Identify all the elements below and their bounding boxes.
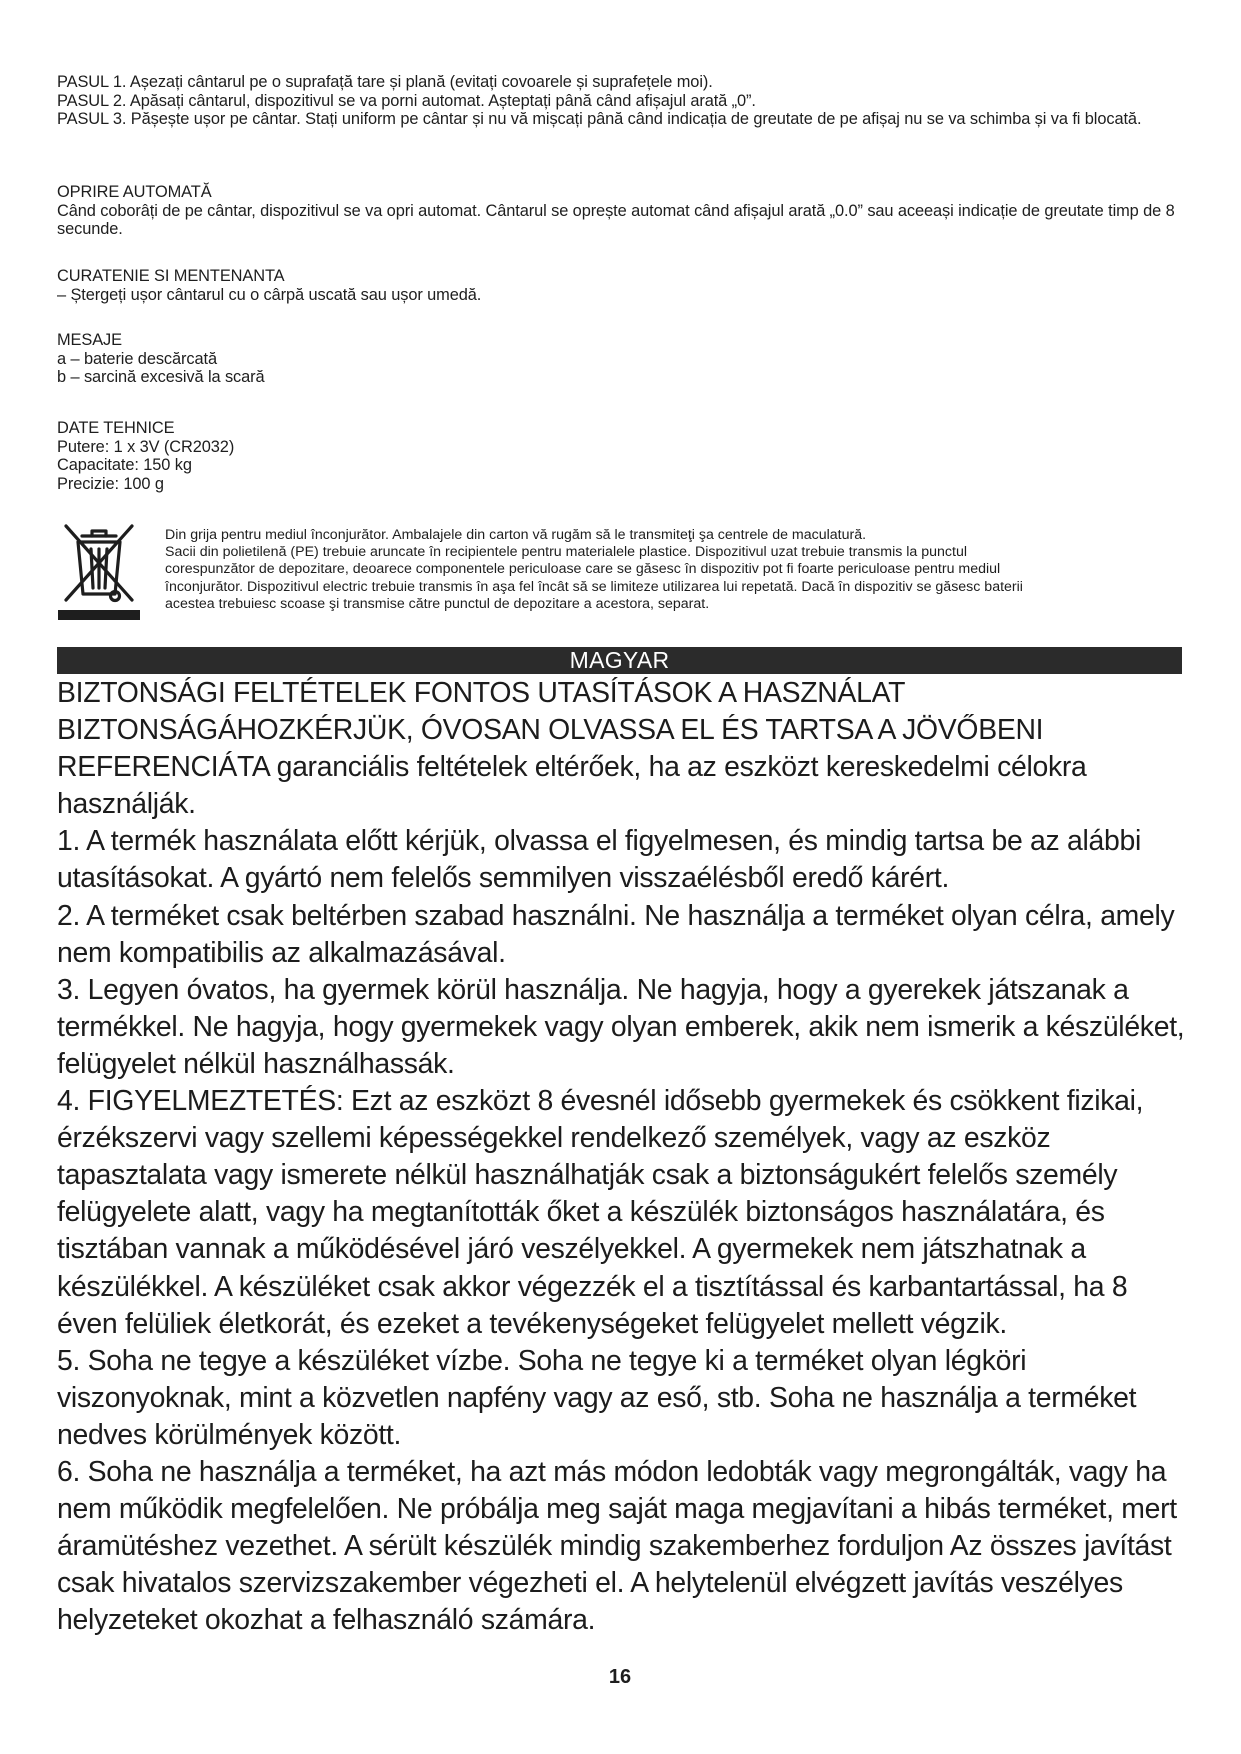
message-item: a – baterie descărcată xyxy=(57,349,217,368)
cleaning-heading: CURATENIE SI MENTENANTA xyxy=(57,267,285,285)
safety-item: 5. Soha ne tegye a készüléket vízbe. Soha ne tegye ki a terméket olyan légköri viszonyoknak, mint a közvetlen napfény vagy az eső, stb. Soha ne használja a terméket nedves körülmények között. xyxy=(57,1344,1137,1451)
eco-line: acestea trebuiesc scoase şi transmise către punctul de depozitare a acestora, separat. xyxy=(165,595,710,612)
auto-off-heading: OPRIRE AUTOMATĂ xyxy=(57,183,212,201)
section-banner: MAGYAR xyxy=(57,647,1182,674)
steps-block xyxy=(57,73,1182,129)
auto-off-text: Când coborâți de pe cântar, dispozitivul se va opri automat. Cântarul se oprește automat când afișajul arată „0.0” sau aceeași indicație de greutate timp de 8 secunde. xyxy=(57,201,1175,238)
eco-line: Sacii din polietilenă (PE) trebuie aruncate în recipientele pentru materialele plastice. Dispozitivul uzat trebuie transmis la punctul xyxy=(165,544,968,561)
safety-item: 4. FIGYELMEZTETÉS: Ezt az eszközt 8 évesnél idősebb gyermekek és csökkent fizikai, érzékszervi vagy szellemi képességekkel rendelkező személyek, vagy az eszköz tapasztalata vagy ismerete nélkül használhatják csak a biztonságukért felelős személy felügyelete alatt, vagy ha megtanították őket a készülék biztonságos használatára, és tisztában vannak a működésével járó veszélyekkel. A gyermekek nem játszhatnak a készülékkel. A készüléket csak akkor végezzék el a tisztítással és karbantartással, ha 8 éven felüliek életkorát, és ezeket a tevékenységeket felügyelet mellett végzik. xyxy=(57,1085,1144,1340)
eco-disposal-notice xyxy=(165,527,1185,613)
message-item: b – sarcină excesivă la scară xyxy=(57,368,265,386)
cleaning-text: – Ștergeți ușor cântarul cu o cârpă uscată sau ușor umedă. xyxy=(57,285,482,304)
eco-line: înconjurător. Dispozitivul electric trebuie transmis în aşa fel încât să se limiteze utilizarea lui repetată. Dacă în dispozitiv se găsesc baterii xyxy=(165,578,1023,595)
tech-item: Putere: 1 x 3V (CR2032) xyxy=(57,437,235,456)
intro-line: használják. xyxy=(57,788,196,821)
intro-line: BIZTONSÁGI FELTÉTELEK FONTOS UTASÍTÁSOK A HASZNÁLAT xyxy=(57,677,906,709)
safety-item: 3. Legyen óvatos, ha gyermek körül használja. Ne hagyja, hogy a gyerekek játszanak a termékkel. Ne hagyja, hogy gyermekek vagy olyan emberek, akik nem ismerik a készüléket, felügyelet nélkül használhassák. xyxy=(57,973,1185,1080)
messages-section xyxy=(57,331,1182,387)
eco-line: Din grija pentru mediul înconjurător. Ambalajele din carton vă rugăm să le transmiteţi şa centrele de maculatură. xyxy=(165,527,867,543)
page-number: 16 xyxy=(608,1666,632,1688)
intro-line: REFERENCIÁTA garanciális feltételek eltérőek, ha az eszközt kereskedelmi célokra xyxy=(57,751,1087,784)
step-2: PASUL 2. Apăsați cântarul, dispozitivul se va porni automat. Așteptați până când afișajul arată „0”. xyxy=(57,91,756,110)
step-1: PASUL 1. Așezați cântarul pe o suprafață tare și plană (evitați covoarele și suprafețele moi). xyxy=(57,73,713,91)
tech-item: Capacitate: 150 kg xyxy=(57,456,192,474)
eco-line: corespunzător de depozitare, deoarece componentele periculoase care se găsesc în dispozitiv pot fi foarte periculoase pentru mediul xyxy=(165,561,1001,578)
hungarian-safety-section xyxy=(57,675,1192,1639)
auto-off-section xyxy=(57,183,1182,239)
tech-item: Precizie: 100 g xyxy=(57,474,164,493)
safety-item: 1. A termék használata előtt kérjük, olvassa el figyelmesen, és mindig tartsa be az alábbi utasításokat. A gyártó nem felelős semmilyen visszaélésből eredő kárért. xyxy=(57,825,1141,895)
tech-heading: DATE TEHNICE xyxy=(57,419,175,437)
step-3: PASUL 3. Pășește ușor pe cântar. Stați uniform pe cântar și nu vă mișcați până când indicația de greutate de pe afișaj nu se va schimba și va fi blocată. xyxy=(57,110,1142,128)
safety-item: 2. A terméket csak beltérben szabad használni. Ne használja a terméket olyan célra, amely nem kompatibilis az alkalmazásával. xyxy=(57,899,1175,969)
cleaning-section xyxy=(57,267,1182,304)
intro-line: BIZTONSÁGÁHOZKÉRJÜK, ÓVOSAN OLVASSA EL ÉS TARTSA A JÖVŐBENI xyxy=(57,714,1044,747)
safety-item: 6. Soha ne használja a terméket, ha azt más módon ledobták vagy megrongálták, vagy ha nem működik megfelelően. Ne próbálja meg saját maga megjavítani a hibás terméket, mert áramütéshez vezethet. A sérült készülék mindig szakemberhez forduljon Az összes javítást csak hivatalos szervizszakember végezheti el. A helytelenül elvégzett javítás veszélyes helyzeteket okozhat a felhasználó számára. xyxy=(57,1455,1177,1637)
messages-heading: MESAJE xyxy=(57,331,122,349)
crossed-out-wheeled-bin-icon xyxy=(58,522,140,622)
tech-section xyxy=(57,419,1182,493)
